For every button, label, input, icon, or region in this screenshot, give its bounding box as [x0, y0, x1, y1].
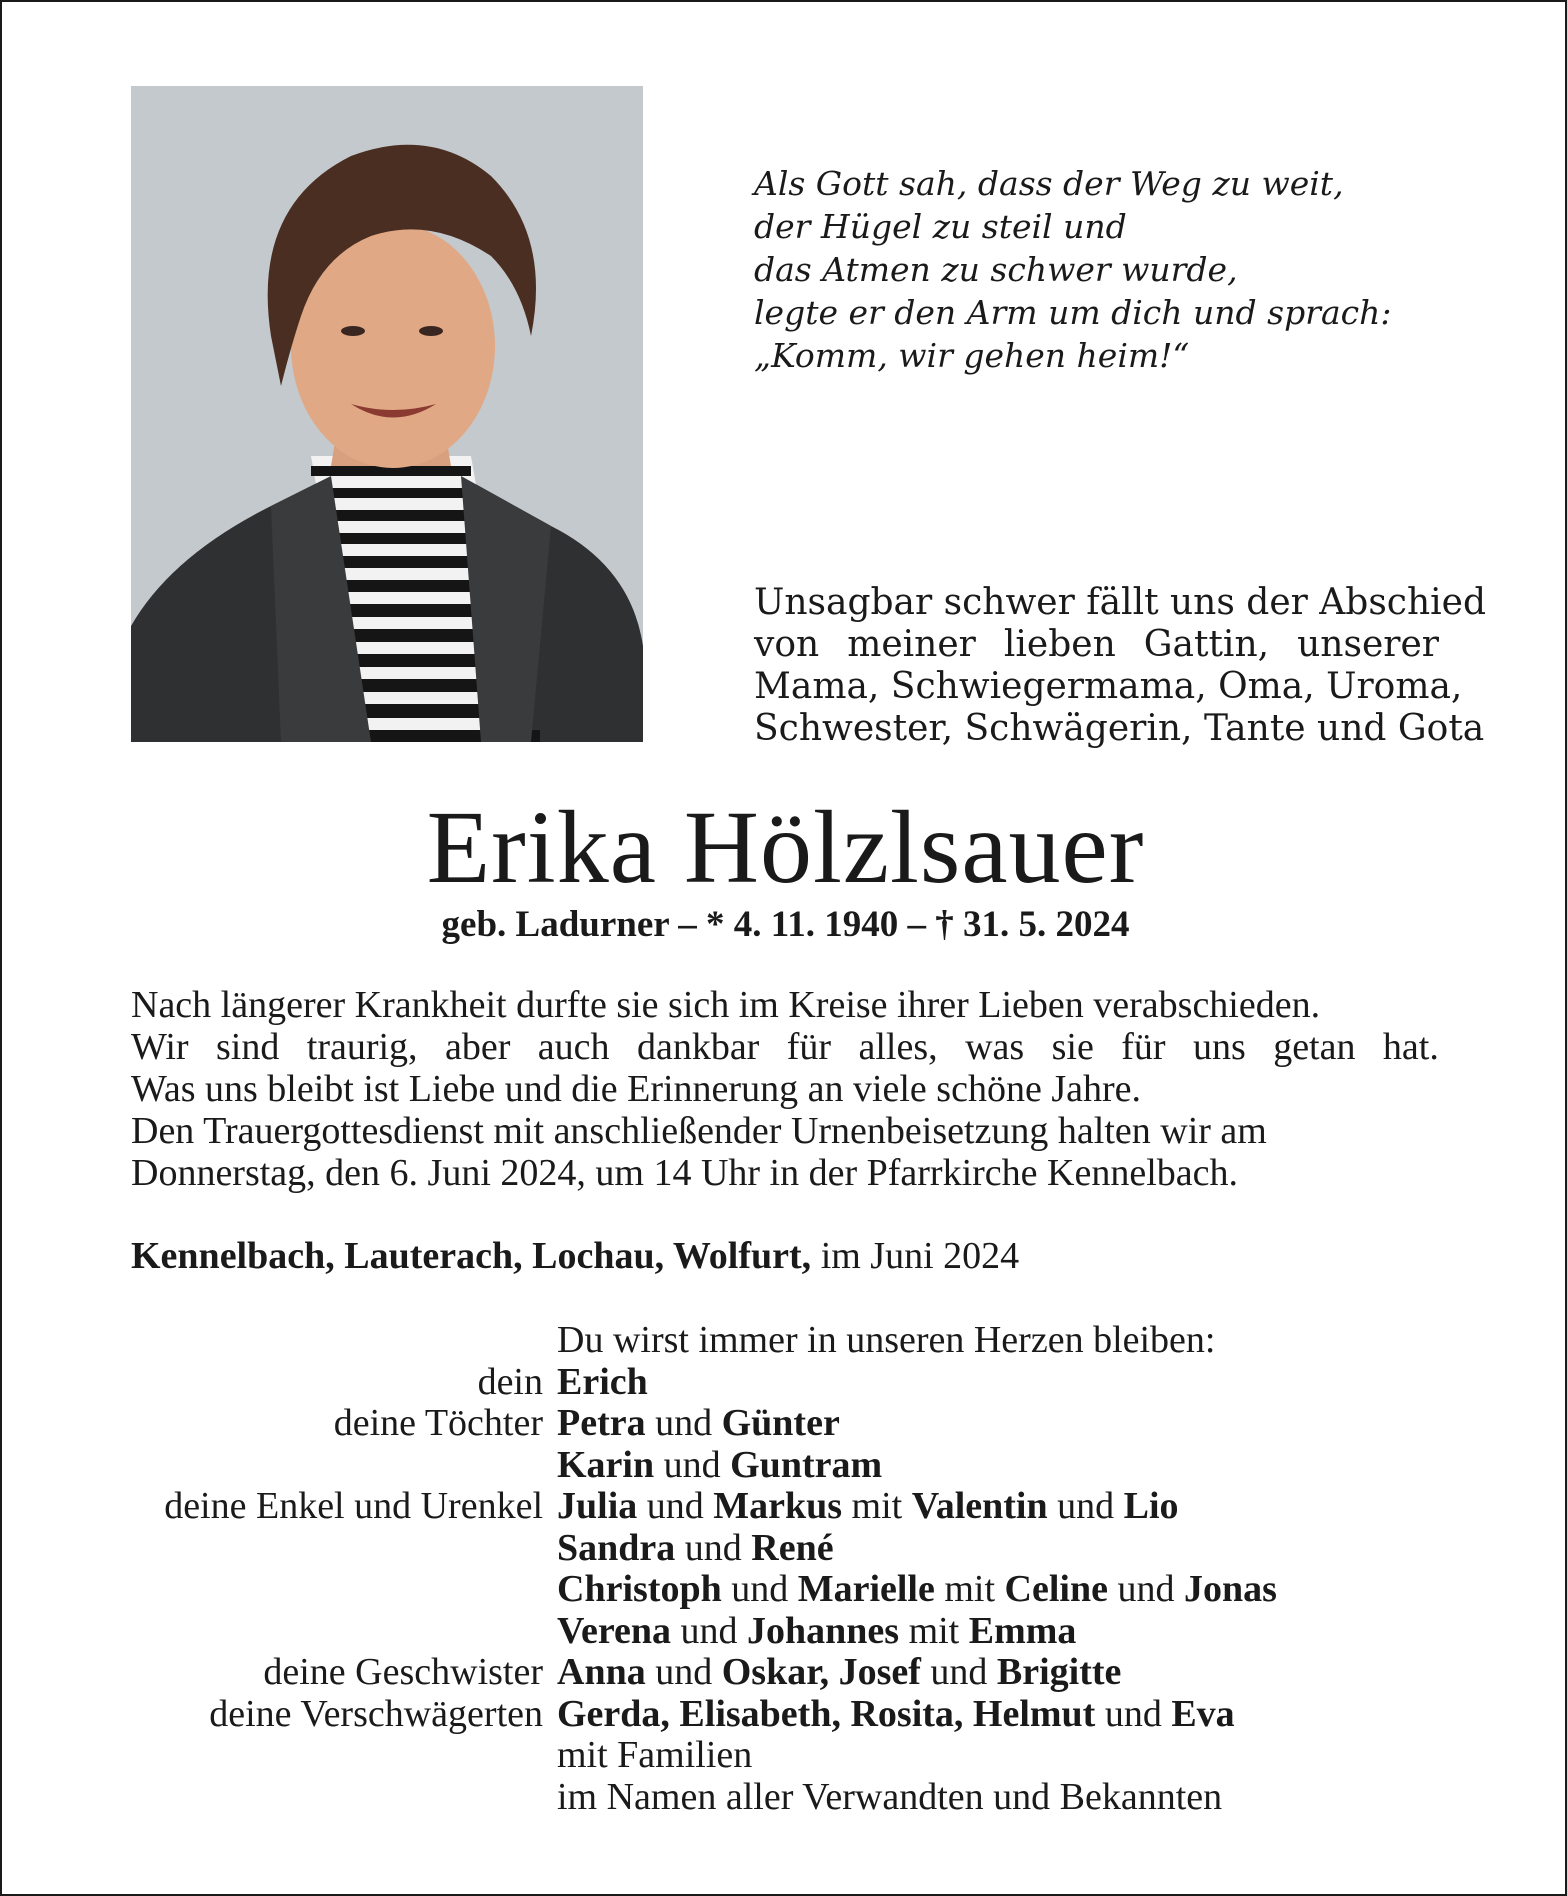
word: aber — [444, 1026, 511, 1068]
relative-name: René — [751, 1526, 834, 1569]
relative-names — [557, 1403, 1451, 1445]
poem-line: Als Gott sah, dass der Weg zu weit, — [754, 164, 1344, 203]
intro-line: Mama, Schwiegermama, Oma, Uroma, — [754, 666, 1463, 707]
connector-text: und — [721, 1568, 798, 1610]
family-row — [131, 1569, 1451, 1611]
family-row — [131, 1445, 1451, 1487]
word: für — [1121, 1026, 1166, 1068]
family-row — [131, 1735, 1451, 1777]
relative-name: Markus — [713, 1485, 843, 1527]
word: traurig, — [306, 1026, 418, 1068]
relative-name: Christoph — [557, 1568, 722, 1610]
intro-line-justified — [754, 624, 1439, 666]
word: dankbar — [636, 1026, 760, 1068]
word: lieben — [1003, 624, 1116, 665]
relation-label: dein — [477, 1360, 543, 1403]
relation-label — [131, 1569, 557, 1611]
word: Gattin, — [1143, 624, 1270, 665]
birth-death-dates: geb. Ladurner – * 4. 11. 1940 – † 31. 5. 2024 — [441, 904, 1130, 945]
family-row — [131, 1486, 1451, 1528]
message-text — [131, 984, 1439, 1194]
relative-name: Marielle — [797, 1568, 935, 1610]
connector-text: und — [1095, 1692, 1172, 1735]
connector-text: mit — [899, 1609, 969, 1652]
relative-name: Julia — [557, 1485, 638, 1527]
word: sind — [215, 1026, 280, 1068]
relative-name: Günter — [721, 1402, 840, 1444]
relation-label — [131, 1611, 557, 1653]
intro-text — [754, 582, 1487, 750]
relative-name: Sandra — [557, 1526, 676, 1569]
relative-names — [557, 1486, 1451, 1528]
relative-name: Eva — [1171, 1692, 1235, 1735]
word: Wir — [131, 1026, 189, 1068]
relative-name: Verena — [557, 1609, 671, 1652]
family-row — [131, 1777, 1451, 1819]
word: von — [754, 624, 820, 665]
relative-name: Oskar, Josef — [721, 1651, 921, 1693]
relative-name: Petra — [557, 1402, 646, 1444]
word: sie — [1051, 1026, 1094, 1068]
word: uns — [1192, 1026, 1246, 1068]
connector-text: und — [645, 1402, 722, 1444]
relative-name: Lio — [1123, 1485, 1179, 1527]
relative-name: Karin — [557, 1443, 655, 1486]
connector-text: mit — [934, 1568, 1005, 1610]
relation-label — [131, 1445, 557, 1487]
relative-name: Emma — [968, 1609, 1077, 1652]
family-row — [131, 1362, 1451, 1404]
connector-text: und — [1047, 1485, 1124, 1527]
connector-text: mit Familien — [557, 1734, 753, 1776]
relative-name: Brigitte — [996, 1651, 1122, 1693]
family-row — [131, 1403, 1451, 1445]
family-row — [131, 1652, 1451, 1694]
poem-line: das Atmen zu schwer wurde, — [754, 250, 1238, 289]
message-line-justified — [131, 1026, 1439, 1068]
family-row — [131, 1528, 1451, 1570]
relative-names — [557, 1528, 1451, 1570]
deceased-name: Erika Hölzlsauer — [426, 790, 1145, 905]
connector-text: und — [920, 1651, 997, 1693]
connector-text: und — [654, 1443, 731, 1486]
intro-line: Schwester, Schwägerin, Tante und Gota — [754, 708, 1485, 749]
relative-name: Gerda, Elisabeth, Rosita, Helmut — [557, 1692, 1096, 1735]
message-line: Nach längerer Krankheit durfte sie sich im Kreise ihrer Lieben verabschieden. — [131, 984, 1321, 1026]
family-row — [131, 1611, 1451, 1653]
family-list — [131, 1320, 1451, 1818]
poem — [754, 162, 1474, 377]
family-row — [131, 1694, 1451, 1736]
word: für — [786, 1026, 832, 1068]
relation-label: deine Verschwägerten — [209, 1692, 543, 1735]
relation-label — [131, 1528, 557, 1570]
relative-name: Anna — [557, 1651, 646, 1693]
connector-text: mit — [842, 1485, 912, 1527]
word: meiner — [847, 624, 976, 665]
relative-names — [557, 1735, 1451, 1777]
relative-names — [557, 1362, 1451, 1404]
connector-text: und — [671, 1609, 747, 1652]
message-line: Den Trauergottesdienst mit anschließender Urnenbeisetzung halten wir am — [131, 1110, 1267, 1152]
word: getan — [1273, 1026, 1356, 1068]
relative-names — [557, 1611, 1451, 1653]
relative-names — [557, 1652, 1451, 1694]
portrait-illustration — [131, 86, 643, 742]
poem-line: „Komm, wir gehen heim!“ — [754, 336, 1190, 375]
message-line: Donnerstag, den 6. Juni 2024, um 14 Uhr in der Pfarrkirche Kennelbach. — [131, 1152, 1238, 1194]
connector-text: im Namen aller Verwandten und Bekannten — [557, 1775, 1223, 1818]
word: alles, — [858, 1026, 938, 1068]
word: hat. — [1382, 1026, 1439, 1068]
places-date-line — [131, 1234, 1019, 1278]
family-heading-row — [131, 1320, 1451, 1362]
relation-label: deine Töchter — [333, 1402, 543, 1444]
places-date: im Juni 2024 — [820, 1235, 1020, 1277]
relative-names — [557, 1569, 1451, 1611]
connector-text: und — [675, 1526, 752, 1569]
word: unserer — [1297, 624, 1439, 665]
relative-name: Celine — [1004, 1568, 1108, 1610]
places-towns: Kennelbach, Lauterach, Lochau, Wolfurt, — [131, 1235, 812, 1277]
intro-line: Unsagbar schwer fällt uns der Abschied — [754, 582, 1487, 623]
relation-label — [131, 1735, 557, 1777]
relative-names — [557, 1777, 1451, 1819]
relation-label: deine Geschwister — [263, 1651, 543, 1693]
word: auch — [537, 1026, 610, 1068]
relative-name: Erich — [557, 1360, 648, 1403]
relative-names — [557, 1694, 1451, 1736]
relative-name: Jonas — [1183, 1568, 1277, 1610]
relative-names — [557, 1445, 1451, 1487]
relative-name: Guntram — [730, 1443, 883, 1486]
message-line: Was uns bleibt ist Liebe und die Erinnerung an viele schöne Jahre. — [131, 1068, 1141, 1110]
connector-text: und — [637, 1485, 714, 1527]
family-heading: Du wirst immer in unseren Herzen bleiben: — [557, 1319, 1216, 1361]
connector-text: und — [645, 1651, 722, 1693]
relative-name: Valentin — [911, 1485, 1048, 1527]
relation-label — [131, 1777, 557, 1819]
relation-label: deine Enkel und Urenkel — [164, 1485, 543, 1527]
portrait-photo — [131, 86, 643, 742]
poem-line: der Hügel zu steil und — [754, 207, 1127, 246]
poem-line: legte er den Arm um dich und sprach: — [754, 293, 1392, 332]
relative-name: Johannes — [747, 1609, 900, 1652]
connector-text: und — [1107, 1568, 1184, 1610]
word: was — [965, 1026, 1025, 1068]
